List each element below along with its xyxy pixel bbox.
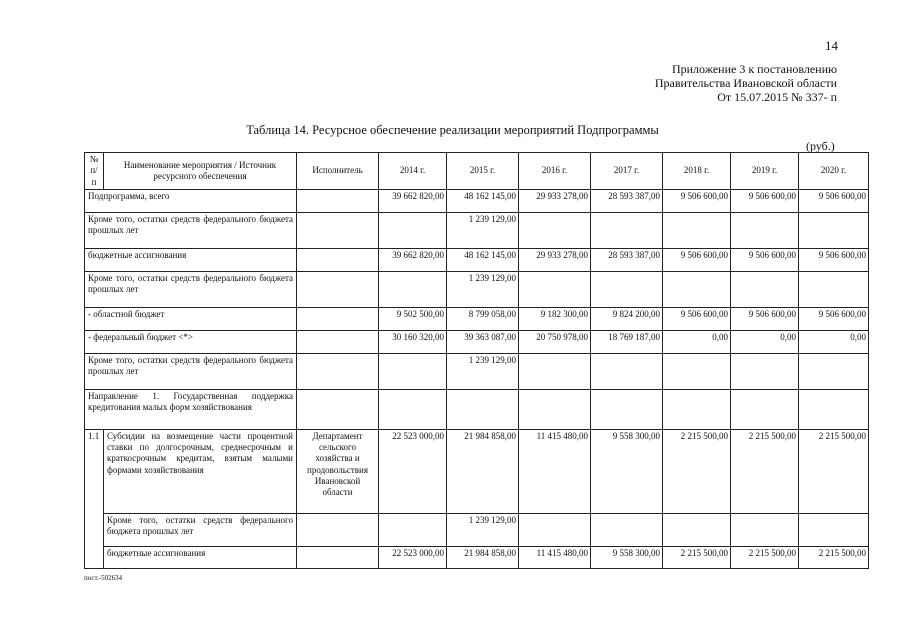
header-appendix-line: Приложение 3 к постановлению [671,62,837,76]
table-row [85,330,869,353]
row-value [731,389,799,429]
col-header-name: Наименование мероприятия / Источник ресурсного обеспечения [104,153,297,190]
row-value [591,513,663,546]
table-row [85,248,869,271]
row-name: Кроме того, остатки средств федерального бюджета прошлых лет [85,353,297,389]
col-header-2020: 2020 г. [799,153,869,190]
row-value [663,389,731,429]
row-value [519,271,591,307]
row-value: 28 593 387,00 [591,189,663,212]
row-value: 9 558 300,00 [591,546,663,568]
row-executor [297,330,379,353]
row-value: 9 506 600,00 [731,307,799,330]
row-executor [297,212,379,248]
row-name: Подпрограмма, всего [85,189,297,212]
row-value: 1 239 129,00 [447,271,519,307]
row-name: Кроме того, остатки средств федерального бюджета прошлых лет [85,271,297,307]
table-row [85,513,869,546]
row-value: 9 502 500,00 [379,307,447,330]
row-value [731,212,799,248]
row-executor [297,513,379,546]
row-value: 29 933 278,00 [519,189,591,212]
row-value [379,353,447,389]
table-row [85,212,869,248]
row-value: 9 506 600,00 [663,307,731,330]
table-row [85,271,869,307]
row-value: 30 160 320,00 [379,330,447,353]
row-value: 39 662 820,00 [379,248,447,271]
row-value: 0,00 [799,330,869,353]
row-value: 9 506 600,00 [731,189,799,212]
header-government-line: Правительства Ивановской области [654,76,837,90]
row-value: 22 523 000,00 [379,546,447,568]
table-row [85,546,869,568]
row-value [379,271,447,307]
col-header-2016: 2016 г. [519,153,591,190]
row-value [447,389,519,429]
row-executor [297,271,379,307]
col-header-2015: 2015 г. [447,153,519,190]
row-value: 2 215 500,00 [663,429,731,513]
page-number: 14 [825,38,838,53]
row-value [799,271,869,307]
row-value: 1 239 129,00 [447,513,519,546]
row-value [591,271,663,307]
row-value [663,513,731,546]
row-name: бюджетные ассигнования [85,248,297,271]
row-value: 48 162 145,00 [447,248,519,271]
row-value [591,212,663,248]
row-value: 2 215 500,00 [663,546,731,568]
row-value [591,389,663,429]
row-value [799,513,869,546]
row-value [519,513,591,546]
row-value [519,353,591,389]
col-header-2017: 2017 г. [591,153,663,190]
row-value [379,212,447,248]
row-value: 9 558 300,00 [591,429,663,513]
row-value: 0,00 [731,330,799,353]
row-executor [297,248,379,271]
row-value: 1 239 129,00 [447,353,519,389]
table-row [85,189,869,212]
row-value [731,353,799,389]
row-value: 28 593 387,00 [591,248,663,271]
col-header-executor: Исполнитель [297,153,379,190]
row-value: 22 523 000,00 [379,429,447,513]
row-value: 9 506 600,00 [731,248,799,271]
row-value [799,212,869,248]
row-value: 2 215 500,00 [731,546,799,568]
row-value: 2 215 500,00 [731,429,799,513]
row-value: 9 506 600,00 [663,189,731,212]
row-value [799,353,869,389]
row-value [519,389,591,429]
row-value [591,353,663,389]
item-name: Субсидии на возмещение части процентной ставки по долгосрочным, среднесрочным и краткосрочным кредитам, взятым малыми формами хозяйствования [104,429,297,513]
row-value: 9 824 200,00 [591,307,663,330]
table-row [85,353,869,389]
row-executor [297,307,379,330]
row-name: Кроме того, остатки средств федерального бюджета прошлых лет [85,212,297,248]
row-value: 39 363 087,00 [447,330,519,353]
row-value [731,513,799,546]
col-header-2014: 2014 г. [379,153,447,190]
unit-label: (руб.) [806,139,835,153]
row-value [663,212,731,248]
row-value: 2 215 500,00 [799,546,869,568]
row-value: 29 933 278,00 [519,248,591,271]
direction-name: Направление 1. Государственная поддержка кредитования малых форм хозяйствования [85,389,297,429]
row-value: 9 506 600,00 [799,307,869,330]
row-executor [297,189,379,212]
row-value: 39 662 820,00 [379,189,447,212]
item-executor: Департамент сельского хозяйства и продовольствия Ивановской области [297,429,379,513]
row-value: 18 769 187,00 [591,330,663,353]
table-row [85,429,869,513]
row-value [799,389,869,429]
row-value: 9 182 300,00 [519,307,591,330]
row-value: 2 215 500,00 [799,429,869,513]
row-executor [297,389,379,429]
row-executor [297,546,379,568]
row-value: 20 750 978,00 [519,330,591,353]
row-value: 21 984 858,00 [447,429,519,513]
row-name: - областной бюджет [85,307,297,330]
row-name: бюджетные ассигнования [104,546,297,568]
row-value: 21 984 858,00 [447,546,519,568]
row-name: - федеральный бюджет <*> [85,330,297,353]
row-value: 9 506 600,00 [799,248,869,271]
table-row [85,389,869,429]
row-value: 48 162 145,00 [447,189,519,212]
row-value: 8 799 058,00 [447,307,519,330]
col-header-2018: 2018 г. [663,153,731,190]
row-value [663,271,731,307]
row-value: 9 506 600,00 [663,248,731,271]
row-value [663,353,731,389]
table-title: Таблица 14. Ресурсное обеспечение реализации мероприятий Подпрограммы [246,123,659,137]
footer-doc-id: пост.-502634 [84,574,123,582]
resource-table [84,152,869,569]
row-value [519,212,591,248]
row-value [379,389,447,429]
row-name: Кроме того, остатки средств федерального бюджета прошлых лет [104,513,297,546]
item-number: 1.1 [85,429,104,568]
row-value: 9 506 600,00 [799,189,869,212]
row-value: 11 415 480,00 [519,546,591,568]
row-executor [297,353,379,389]
row-value: 11 415 480,00 [519,429,591,513]
header-date-line: От 15.07.2015 № 337- п [717,90,837,104]
col-header-2019: 2019 г. [731,153,799,190]
col-header-no: № п/п [85,153,104,190]
table-row [85,307,869,330]
row-value: 1 239 129,00 [447,212,519,248]
row-value [731,271,799,307]
row-value: 0,00 [663,330,731,353]
row-value [379,513,447,546]
